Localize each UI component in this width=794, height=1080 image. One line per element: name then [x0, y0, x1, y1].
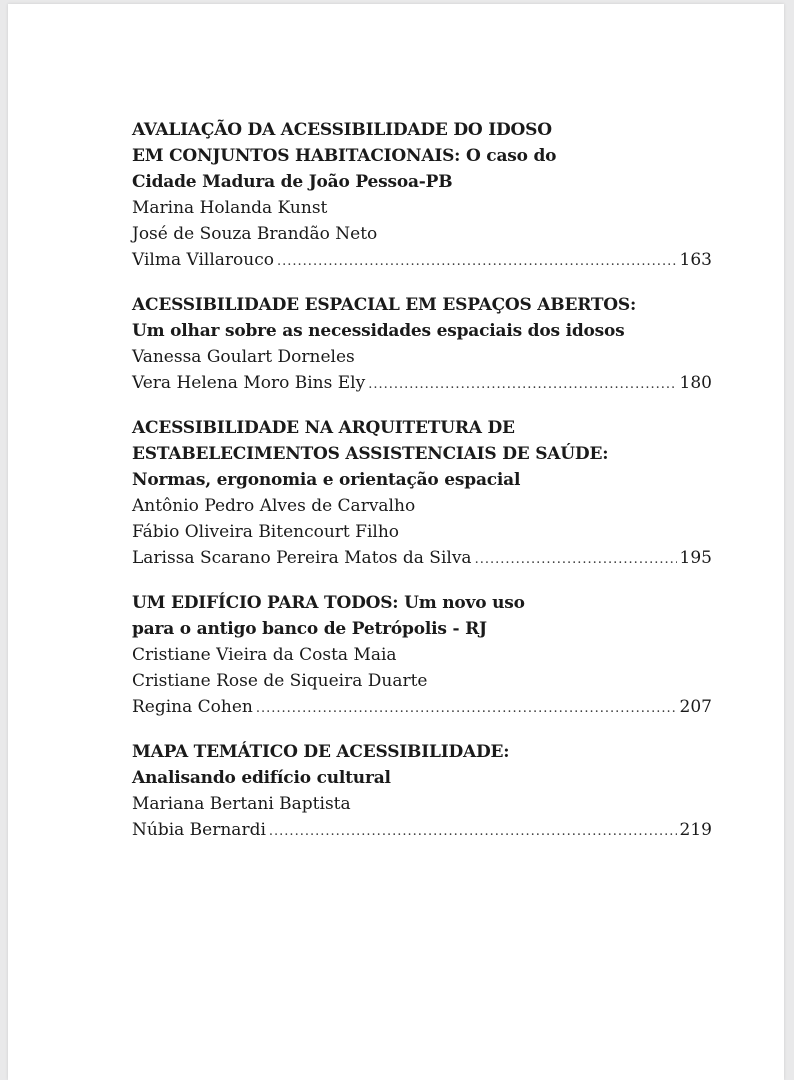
- entry-author: Regina Cohen: [132, 697, 253, 717]
- toc-entry: [132, 739, 712, 843]
- entry-author-page-line: [132, 817, 712, 843]
- entry-title-line: AVALIAÇÃO DA ACESSIBILIDADE DO IDOSO: [132, 120, 552, 140]
- entry-title-line: Analisando edifício cultural: [132, 768, 391, 788]
- entry-author: Vanessa Goulart Dorneles: [132, 347, 355, 367]
- entry-author: Fábio Oliveira Bitencourt Filho: [132, 522, 400, 542]
- dot-leader: [475, 547, 677, 573]
- toc-entry: [132, 292, 712, 396]
- entry-author-page-line: [132, 545, 712, 571]
- dot-leader: [277, 249, 677, 275]
- page-number: 163: [679, 250, 712, 270]
- entry-author-page-line: [132, 694, 712, 720]
- entry-title-line: Um olhar sobre as necessidades espaciais dos idosos: [132, 321, 625, 341]
- entry-author-page-line: [132, 247, 712, 273]
- table-of-contents: [132, 117, 712, 862]
- entry-author: Antônio Pedro Alves de Carvalho: [132, 496, 416, 516]
- entry-author: Vilma Villarouco: [132, 250, 275, 270]
- entry-author: Marina Holanda Kunst: [132, 198, 328, 218]
- page-number: 207: [679, 697, 712, 717]
- entry-title-line: UM EDIFÍCIO PARA TODOS: Um novo uso: [132, 593, 525, 613]
- entry-title-line: EM CONJUNTOS HABITACIONAIS: O caso do: [132, 146, 557, 166]
- entry-title-line: Normas, ergonomia e orientação espacial: [132, 470, 521, 490]
- entry-author: Mariana Bertani Baptista: [132, 794, 351, 814]
- entry-author: Núbia Bernardi: [132, 820, 266, 840]
- document-page: [8, 4, 784, 1080]
- entry-author: Larissa Scarano Pereira Matos da Silva: [132, 548, 472, 568]
- page-number: 219: [679, 820, 712, 840]
- entry-title-line: MAPA TEMÁTICO DE ACESSIBILIDADE:: [132, 742, 510, 762]
- toc-entry: [132, 117, 712, 273]
- entry-author-page-line: [132, 370, 712, 396]
- dot-leader: [269, 819, 677, 845]
- entry-title-line: ACESSIBILIDADE NA ARQUITETURA DE: [132, 418, 515, 438]
- entry-author: Vera Helena Moro Bins Ely: [132, 373, 366, 393]
- entry-author: Cristiane Rose de Siqueira Duarte: [132, 671, 428, 691]
- entry-title-line: para o antigo banco de Petrópolis - RJ: [132, 619, 487, 639]
- dot-leader: [256, 696, 677, 722]
- entry-title-line: ESTABELECIMENTOS ASSISTENCIAIS DE SAÚDE:: [132, 444, 609, 464]
- entry-author: Cristiane Vieira da Costa Maia: [132, 645, 397, 665]
- toc-entry: [132, 415, 712, 571]
- toc-entry: [132, 590, 712, 720]
- entry-title-line: ACESSIBILIDADE ESPACIAL EM ESPAÇOS ABERTOS:: [132, 295, 637, 315]
- dot-leader: [368, 372, 676, 398]
- page-number: 195: [679, 548, 712, 568]
- entry-title-line: Cidade Madura de João Pessoa-PB: [132, 172, 453, 192]
- entry-author: José de Souza Brandão Neto: [132, 224, 378, 244]
- page-number: 180: [679, 373, 712, 393]
